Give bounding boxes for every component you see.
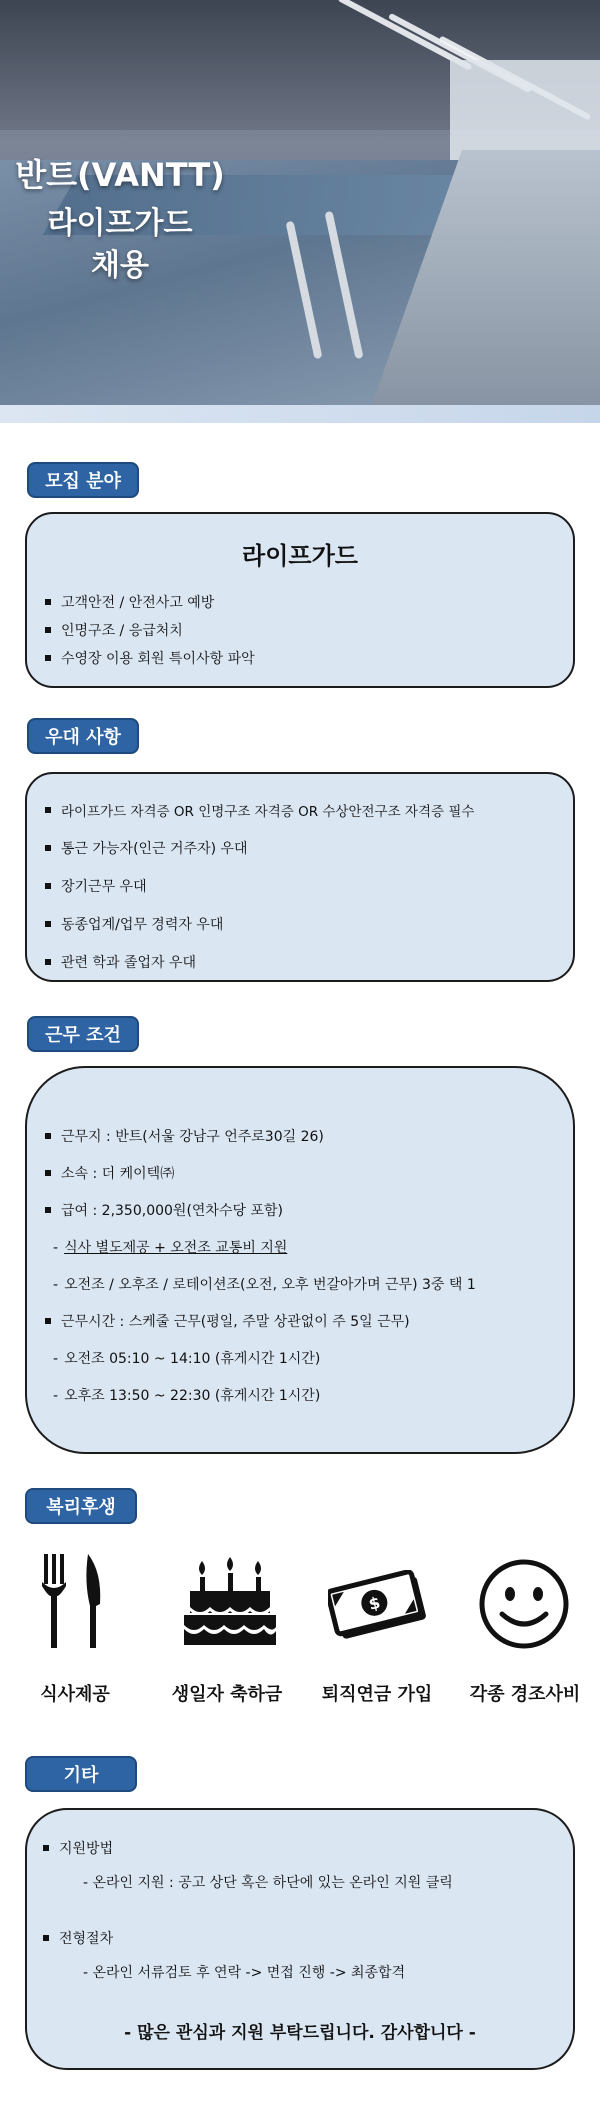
list-item: 동종업계/업무 경력자 우대	[45, 914, 223, 934]
hero-title-role: 라이프가드	[47, 206, 193, 241]
condition-hours: 근무시간 : 스케줄 근무(평일, 주말 상관없이 주 5일 근무)	[45, 1311, 410, 1331]
apply-method-title: 지원방법	[43, 1838, 113, 1858]
etc-box	[25, 1808, 575, 2070]
list-item: 수영장 이용 회원 특이사항 파악	[45, 648, 255, 668]
condition-shift: - 오전조 / 오후조 / 로테이션조(오전, 오후 번갈아가며 근무) 3중 택 1	[53, 1277, 476, 1293]
preference-box	[25, 772, 575, 982]
condition-morning-shift: - 오전조 05:10 ~ 14:10 (휴게시간 1시간)	[53, 1351, 321, 1367]
condition-meal: - 식사 별도제공 + 오전조 교통비 지원	[53, 1240, 288, 1256]
hero-banner	[0, 0, 600, 410]
welfare-caption-pension: 퇴직연금 가입	[321, 1684, 433, 1705]
svg-text:$: $	[366, 1592, 383, 1614]
welfare-caption-meal: 식사제공	[40, 1684, 110, 1705]
smiley-face-icon	[478, 1558, 570, 1650]
section-label-welfare: 복리후생	[25, 1488, 137, 1524]
condition-afternoon-shift: - 오후조 13:50 ~ 22:30 (휴게시간 1시간)	[53, 1388, 321, 1404]
conditions-box	[25, 1066, 575, 1454]
process-title: 전형절차	[43, 1928, 113, 1948]
list-item: 장기근무 우대	[45, 876, 147, 896]
list-item: 고객안전 / 안전사고 예방	[45, 592, 214, 612]
recruit-heading: 라이프가드	[242, 542, 358, 570]
birthday-cake-icon	[180, 1555, 280, 1650]
condition-salary: 급여 : 2,350,000원(연차수당 포함)	[45, 1200, 283, 1220]
recruit-box	[25, 512, 575, 688]
hero-divider	[0, 405, 600, 423]
closing-message: - 많은 관심과 지원 부탁드립니다. 감사합니다 -	[124, 2023, 476, 2043]
section-label-recruit: 모집 분야	[27, 462, 139, 498]
hero-title-hiring: 채용	[91, 248, 149, 283]
condition-affiliation: 소속 : 더 케이텍㈜	[45, 1163, 174, 1183]
list-item: 인명구조 / 응급처치	[45, 620, 183, 640]
apply-method-detail: - 온라인 지원 : 공고 상단 혹은 하단에 있는 온라인 지원 클릭	[83, 1875, 453, 1891]
condition-location: 근무지 : 반트(서울 강남구 언주로30길 26)	[45, 1126, 324, 1146]
list-item: 라이프가드 자격증 OR 인명구조 자격증 OR 수상안전구조 자격증 필수	[45, 800, 474, 820]
welfare-caption-birthday: 생일자 축하금	[171, 1684, 283, 1705]
money-bill-icon	[328, 1570, 428, 1640]
hero-title-brand: 반트(VANTT)	[15, 156, 225, 194]
fork-knife-icon	[38, 1552, 110, 1652]
section-label-etc: 기타	[25, 1756, 137, 1792]
process-detail: - 온라인 서류검토 후 연락 -> 면접 진행 -> 최종합격	[83, 1965, 406, 1981]
list-item: 관련 학과 졸업자 우대	[45, 952, 196, 972]
welfare-caption-condolence: 각종 경조사비	[469, 1684, 581, 1705]
list-item: 통근 가능자(인근 거주자) 우대	[45, 838, 248, 858]
section-label-preference: 우대 사항	[27, 718, 139, 754]
section-label-conditions: 근무 조건	[27, 1016, 139, 1052]
